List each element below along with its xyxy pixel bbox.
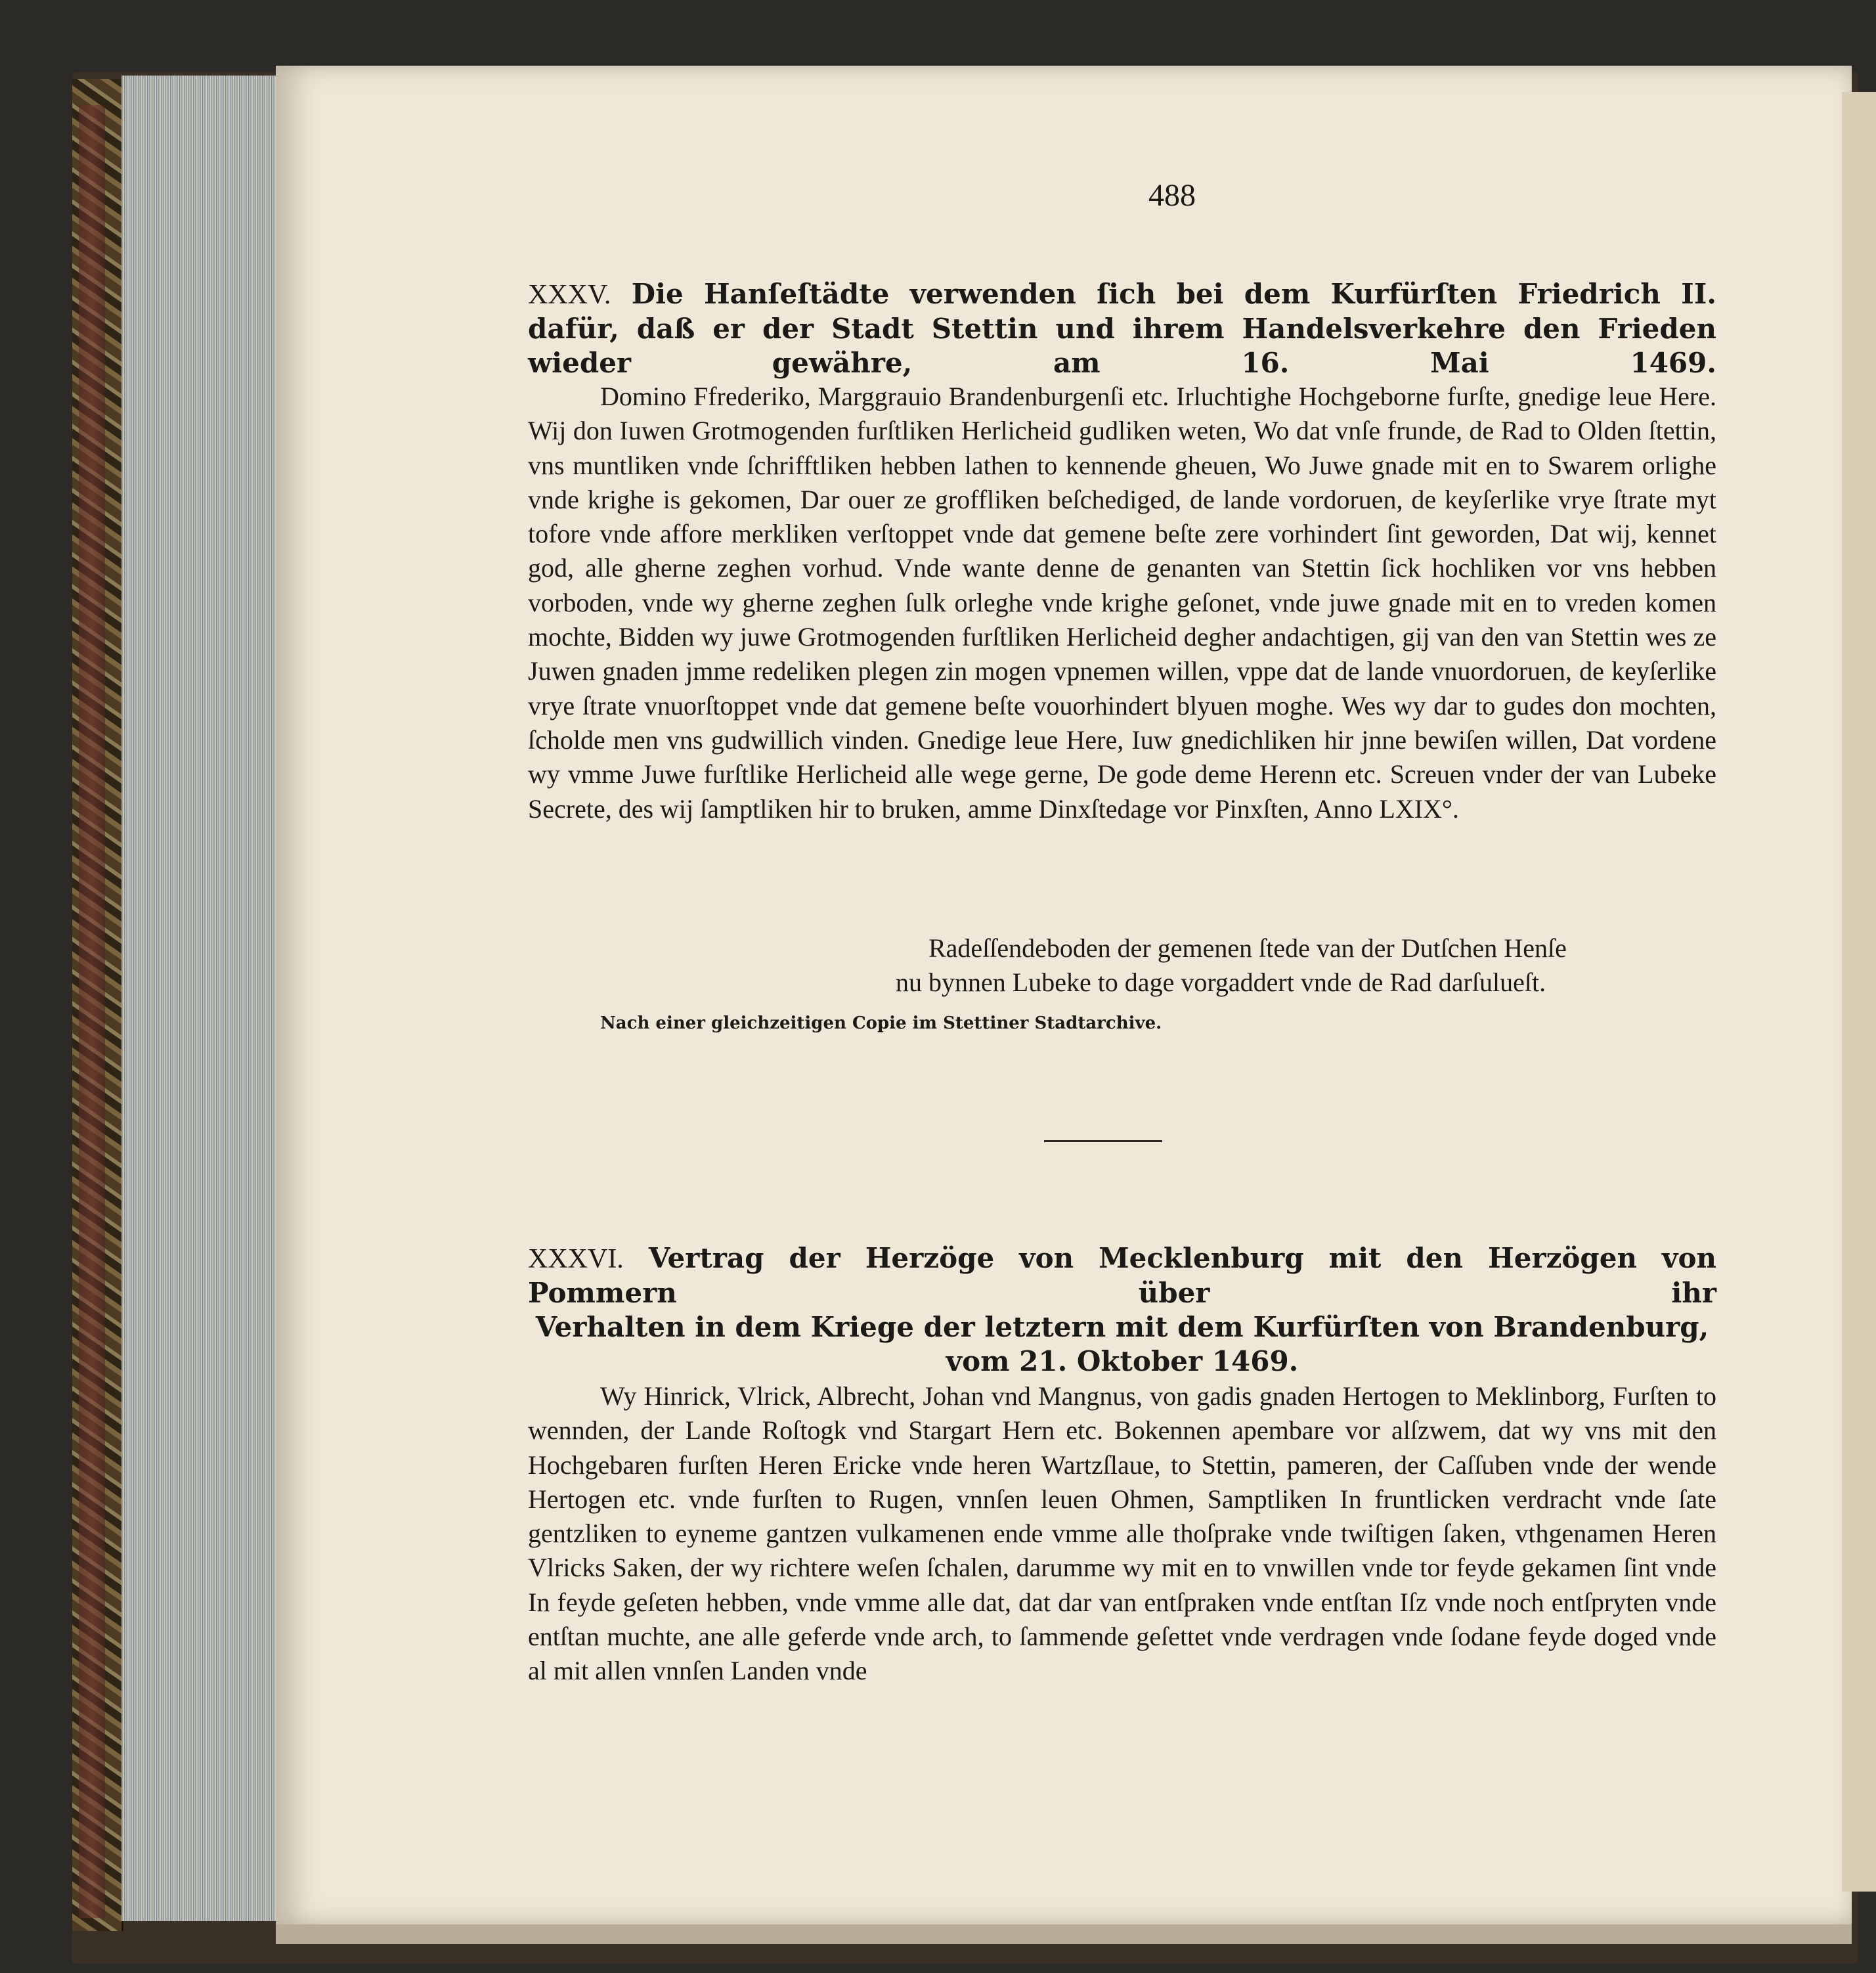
adjacent-page-edge bbox=[1842, 92, 1876, 1892]
spine-cloth bbox=[79, 105, 105, 1918]
closing-line: nu bynnen Lubeke to dage vorgaddert vnde de Rad darſulueſt. bbox=[896, 967, 1546, 997]
section-title: Die Hanſeſtädte verwenden ſich bei dem Kurfürſten Friedrich II. dafür, daß er der Stadt Stettin und ihrem Handelsverkehre den Frieden wieder gewähre, am 16. Mai 1469. bbox=[528, 278, 1717, 379]
page-content bbox=[276, 66, 1852, 1924]
letter-text: Domino Ffrederiko, Marggrauio Brandenburgenſi etc. Irluchtighe Hochgeborne furſte, gnedige leue Here. Wij don Iuwen Grotmogenden furſtliken Herlicheid gudliken weten, Wo dat vnſe frunde, de Rad to Olden ſtettin, vns muntliken vnde ſchrifftliken hebben lathen to kennende gheuen, Wo Juwe gnade mit en to Swarem orlighe vnde krighe is gekomen, Dar ouer ze groffliken beſchediged, de lande vordoruen, de keyſerlike vrye ſtrate myt tofore vnde affore merkliken verſtoppet vnde dat gemene beſte zere vorhindert ſint geworden, Dat wij, kennet god, alle gherne zeghen vorhud. Vnde wante denne de genanten van Stettin ſick hochliken vor vns hebben vorboden, vnde wy gherne zeghen ſulk orleghe vnde krighe geſonet, vnde juwe gnade mit en to vreden komen mochte, Bidden wy juwe Grotmogenden furſtliken Herlicheid degher andachtigen, gij van den van Stettin wes ze Juwen gnaden jmme redeliken plegen zin mogen vpnemen willen, vppe dat de lande vnuordoruen, de keyſerlike vrye ſtrate vnuorſtoppet vnde dat gemene beſte vouorhindert blyuen moghe. Wes wy dar to gudes don mochten, ſcholde men vns gudwillich vinden. Gnedige leue Here, Iuw gnedichliken hir jnne bewiſen willen, Dat vordene wy vmme Juwe furſtlike Herlicheid alle wege gerne, De gode deme Herenn etc. Screuen vnder der van Lubeke Secrete, des wij ſamptliken hir to bruken, amme Dinxſtedage vor Pinxſten, Anno LXIX°. bbox=[528, 382, 1716, 824]
page-block-edges bbox=[121, 76, 280, 1921]
source-citation: Nach einer gleichzeitigen Copie im Stettiner Stadtarchive. bbox=[600, 1013, 1162, 1033]
section-xxxv-heading bbox=[528, 277, 1716, 380]
section-xxxv-closing bbox=[528, 931, 1716, 1000]
page-number: 488 bbox=[1148, 178, 1196, 213]
closing-line: Radeſſendeboden der gemenen ſtede van der Dutſchen Henſe bbox=[928, 933, 1567, 963]
page-bottom-edge bbox=[276, 1924, 1852, 1944]
treaty-text: Wy Hinrick, Vlrick, Albrecht, Johan vnd Mangnus, von gadis gnaden Hertogen to Meklinborg, Furſten to wennden, der Lande Roſtogk vnd Stargart Hern etc. Bokennen apembare vor alſzwem, dat wy vns mit den Hochgebaren furſten Heren Ericke vnde heren Wartzſlaue, to Stettin, pameren, der Caſſuben vnde der wende Hertogen etc. vnde furſten to Rugen, vnnſen leuen Ohmen, Samptliken In fruntlicken verdracht vnde ſate gentzliken to eyneme gantzen vulkamenen ende vmme alle thoſprake vnde twiſtigen ſaken, vthgenamen Heren Vlricks Saken, der wy richtere weſen ſchalen, darumme wy mit en to vnwillen vnde tor feyde gekamen ſint vnde In feyde geſeten hebben, vnde vmme alle dat, dat dar van entſpraken vnde entſtan Iſz vnde noch entſpryten vnde entſtan muchte, ane alle geferde vnde arch, to ſammende geſettet vnde verdragen vnde ſodane feyde doged vnde al mit allen vnnſen Landen vnde bbox=[528, 1381, 1716, 1686]
section-number: XXXV. bbox=[528, 280, 611, 310]
source-note bbox=[528, 1010, 1716, 1036]
section-title-line: Verhalten in dem Kriege der letztern mit dem Kurfürſten von Brandenburg, bbox=[535, 1311, 1709, 1343]
book-page bbox=[276, 66, 1852, 1924]
section-divider bbox=[1044, 1140, 1162, 1142]
section-title-line: vom 21. Oktober 1469. bbox=[946, 1345, 1299, 1377]
section-xxxv-body bbox=[528, 380, 1716, 826]
section-xxxvi-body bbox=[528, 1379, 1716, 1689]
section-title-line: Vertrag der Herzöge von Mecklenburg mit den Herzögen von Pommern über ihr bbox=[528, 1242, 1717, 1309]
section-xxxvi-heading bbox=[528, 1241, 1716, 1379]
section-number: XXXVI. bbox=[528, 1244, 624, 1274]
